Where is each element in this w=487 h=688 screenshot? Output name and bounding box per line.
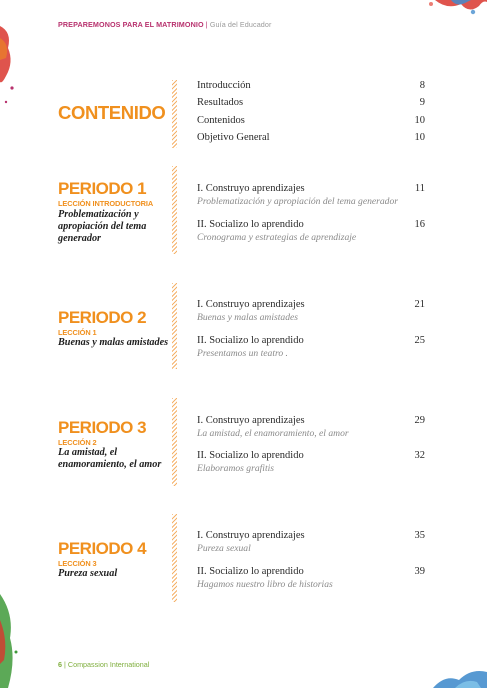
entry-label: I. Construyo aprendizajes	[197, 299, 305, 310]
watercolor-splash-left	[0, 18, 20, 108]
running-header-subtitle: Guía del Educador	[209, 20, 272, 29]
footer-org: Compassion International	[67, 660, 150, 669]
period-4-topic: Pureza sexual	[58, 568, 118, 579]
toc-item-page: 10	[414, 115, 425, 126]
entry-label: I. Construyo aprendizajes	[197, 183, 305, 194]
entry-page: 29	[414, 415, 425, 426]
contents-heading: CONTENIDO	[58, 102, 166, 123]
period-1-title: PERIODO 1	[58, 179, 147, 198]
entry-label: II. Socializo lo aprendido	[197, 566, 304, 577]
period-3-topic: La amistad, el enamoramiento, el amor	[58, 447, 162, 470]
entry-page: 35	[414, 530, 425, 541]
entry-page: 25	[414, 335, 425, 346]
entry-label: I. Construyo aprendizajes	[197, 415, 305, 426]
divider-hatch-period-3	[172, 398, 177, 486]
divider-hatch-period-1	[172, 166, 177, 254]
toc-item-page: 10	[414, 132, 425, 143]
divider-hatch-period-2	[172, 283, 177, 369]
period-2-entry-1-subtitle: Buenas y malas amistades	[197, 312, 298, 323]
toc-item-page: 9	[419, 97, 425, 108]
period-1-entry-2-subtitle: Cronograma y estrategias de aprendizaje	[197, 232, 357, 243]
watercolor-splash-bottom-left	[0, 590, 24, 688]
entry-page: 16	[414, 219, 425, 230]
period-4-title: PERIODO 4	[58, 539, 147, 558]
entry-label: II. Socializo lo aprendido	[197, 335, 304, 346]
period-2-lesson: LECCIÓN 1	[58, 328, 97, 337]
running-header-separator: |	[205, 20, 208, 29]
toc-item-objetivo-general[interactable]	[197, 132, 425, 144]
period-1-entry-2[interactable]	[197, 219, 425, 231]
period-3-title: PERIODO 3	[58, 418, 147, 437]
running-header-title: PREPAREMONOS PARA EL MATRIMONIO	[58, 20, 204, 29]
entry-label: I. Construyo aprendizajes	[197, 530, 305, 541]
period-4-entry-1-subtitle: Pureza sexual	[197, 543, 251, 554]
period-1-topic: Problematización y apropiación del tema generador	[58, 209, 147, 244]
period-1-entry-1-subtitle: Problematización y apropiación del tema generador	[197, 196, 398, 207]
toc-item-label: Objetivo General	[197, 132, 270, 143]
period-3-entry-2-subtitle: Elaboramos grafitis	[197, 463, 275, 474]
entry-label: II. Socializo lo aprendido	[197, 219, 304, 230]
page-footer	[58, 660, 149, 669]
watercolor-splash-top-right	[417, 0, 487, 22]
period-2-entry-2-subtitle: Presentamos un teatro .	[197, 348, 288, 359]
page-number: 6	[58, 660, 62, 669]
footer-separator: |	[64, 660, 66, 669]
toc-item-introduccion[interactable]	[197, 80, 425, 92]
period-3-lesson: LECCIÓN 2	[58, 438, 97, 447]
period-3-entry-1[interactable]	[197, 415, 425, 427]
toc-item-label: Resultados	[197, 97, 244, 108]
divider-hatch-contents	[172, 80, 177, 148]
entry-label: II. Socializo lo aprendido	[197, 450, 304, 461]
toc-item-contenidos[interactable]	[197, 115, 425, 127]
period-1-lesson: LECCIÓN INTRODUCTORIA	[58, 199, 154, 208]
period-2-entry-1[interactable]	[197, 299, 425, 311]
running-header	[58, 20, 271, 29]
period-2-topic: Buenas y malas amistades	[58, 337, 169, 348]
period-3-entry-1-subtitle: La amistad, el enamoramiento, el amor	[197, 428, 349, 439]
toc-item-label: Contenidos	[197, 115, 245, 126]
entry-page: 21	[414, 299, 425, 310]
period-2-title: PERIODO 2	[58, 308, 147, 327]
period-3-entry-2[interactable]	[197, 450, 425, 462]
entry-page: 39	[414, 566, 425, 577]
period-2-entry-2[interactable]	[197, 335, 425, 347]
period-4-entry-2[interactable]	[197, 566, 425, 578]
toc-item-page: 8	[419, 80, 425, 91]
entry-page: 11	[414, 183, 425, 194]
divider-hatch-period-4	[172, 514, 177, 602]
period-1-entry-1[interactable]	[197, 183, 425, 195]
period-4-entry-1[interactable]	[197, 530, 425, 542]
toc-item-resultados[interactable]	[197, 97, 425, 109]
period-4-lesson: LECCIÓN 3	[58, 559, 97, 568]
toc-item-label: Introducción	[197, 80, 251, 91]
entry-page: 32	[414, 450, 425, 461]
watercolor-splash-bottom-right	[429, 664, 487, 688]
period-4-entry-2-subtitle: Hagamos nuestro libro de historias	[197, 579, 333, 590]
